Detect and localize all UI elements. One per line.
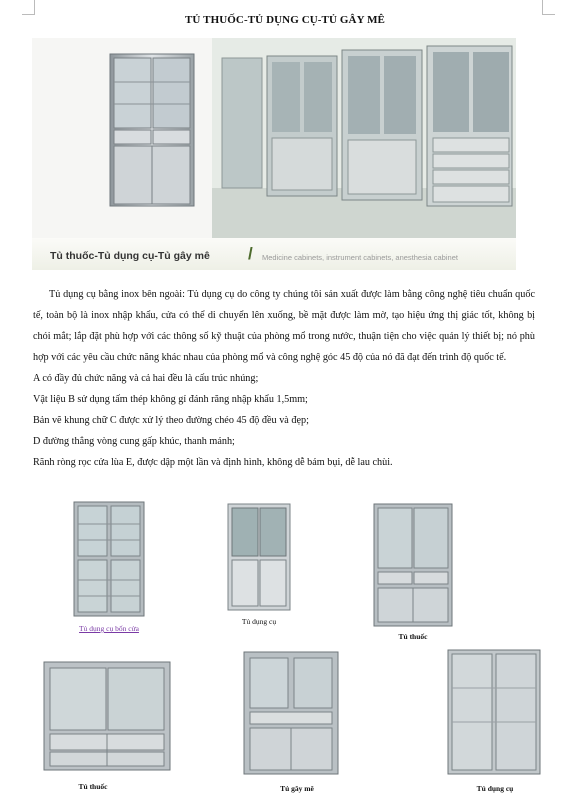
- banner-caption-vi: Tủ thuốc-Tủ dụng cụ-Tủ gây mê: [50, 250, 210, 262]
- product-photo-anesthesia-cabinet: [242, 650, 340, 776]
- product-caption-1[interactable]: Tủ dụng cụ bốn cửa: [79, 624, 139, 633]
- page-title: TỦ THUỐC-TỦ DỤNG CỤ-TỦ GÂY MÊ: [185, 14, 385, 26]
- feature-a: A có đầy đủ chức năng và cả hai đều là cấu trúc nhúng;: [33, 373, 259, 384]
- product-caption-5: Tủ gây mê: [280, 784, 314, 793]
- banner-separator: /: [248, 244, 253, 263]
- banner-cabinet-photo: [32, 38, 212, 238]
- product-photo-medicine-cabinet-2: [36, 656, 178, 776]
- product-caption-4: Tủ thuốc: [78, 782, 108, 791]
- banner-image: [32, 38, 516, 270]
- product-caption-6: Tủ dụng cụ: [476, 784, 514, 793]
- product-photo-four-door-instrument-cabinet: [72, 500, 146, 618]
- intro-paragraph: Tủ dụng cụ bằng inox bên ngoài: Tủ dụng cụ do công ty chúng tôi sản xuất được làm bằng công nghệ tiêu chuẩn quốc tế, toàn bộ là inox nhập khẩu, cửa có thể di chuyển lên xuống, bề mặt được làm mờ, tạo hiệu ứng thị giác tốt, không bị chói mắt; lắp đặt phù hợp với các thông số kỹ thuật của phòng mổ trong nước, thuận tiện cho việc quản lý thiết bị; nó phù hợp với các yêu cầu chức năng khác nhau của phòng mổ và công nghệ góc 45 độ của nó đã đạt đến trình độ quốc tế.: [33, 289, 535, 363]
- banner-room-photo: [212, 38, 516, 238]
- product-photo-instrument-cabinet-2: [446, 648, 542, 776]
- crop-mark-left: [22, 0, 35, 15]
- banner-caption-en: Medicine cabinets, instrument cabinets, anesthesia cabinet: [262, 253, 458, 262]
- product-caption-3: Tủ thuốc: [398, 632, 428, 641]
- crop-mark-right: [542, 0, 555, 15]
- product-photo-instrument-cabinet: [226, 502, 292, 612]
- feature-d: D đường thẳng vòng cung gấp khúc, thanh mảnh;: [33, 436, 235, 447]
- feature-b: Vật liệu B sử dụng tấm thép không gỉ đánh răng nhập khẩu 1,5mm;: [33, 394, 308, 405]
- description: [33, 284, 535, 473]
- product-photo-medicine-cabinet-1: [372, 502, 454, 628]
- feature-c: Bản vẽ khung chữ C được xử lý theo đường chéo 45 độ đều và đẹp;: [33, 415, 309, 426]
- feature-e: Rãnh ròng rọc cửa lùa E, được dập một lần và định hình, không dễ bám bụi, dễ lau chùi.: [33, 457, 393, 468]
- product-caption-2: Tủ dụng cụ: [241, 617, 277, 626]
